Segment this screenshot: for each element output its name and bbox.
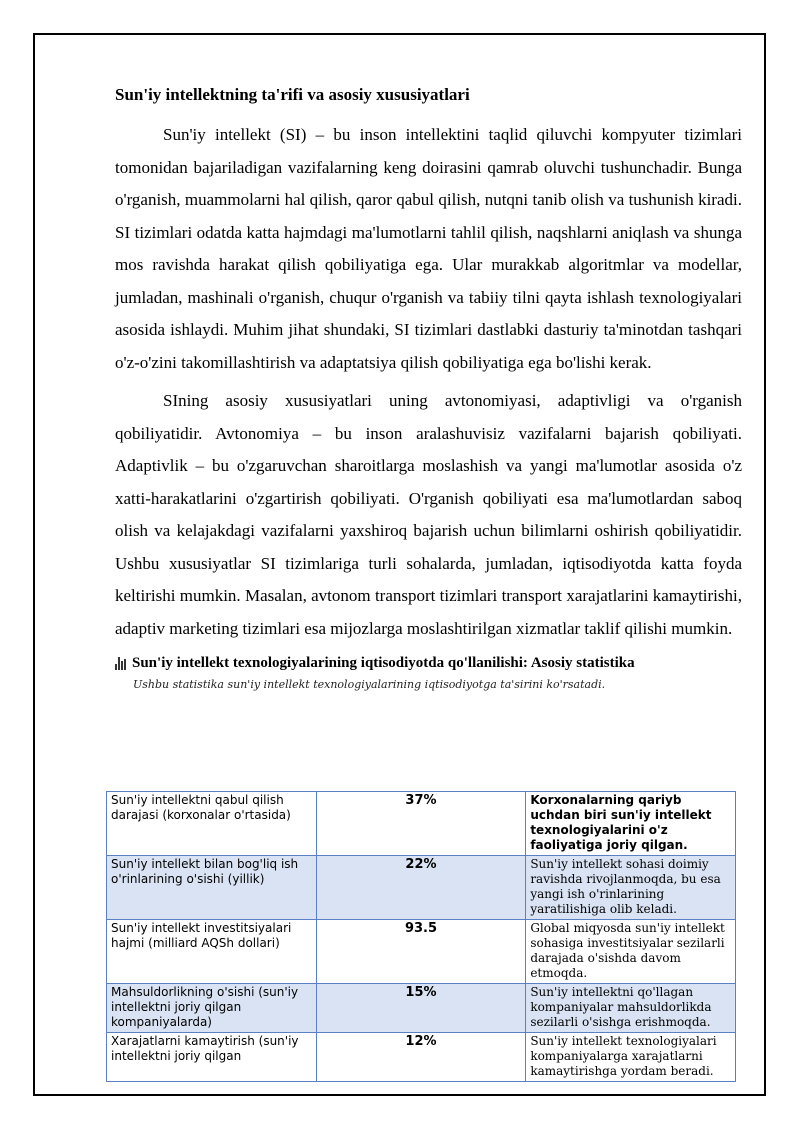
stats-heading bbox=[115, 655, 742, 672]
table-row bbox=[107, 1033, 736, 1082]
table-row bbox=[107, 984, 736, 1033]
row-value: 12% bbox=[316, 1033, 526, 1082]
table-row bbox=[107, 920, 736, 984]
row-value: 37% bbox=[316, 792, 526, 856]
row-note: Sun'iy intellekt sohasi doimiy ravishda rivojlanmoqda, bu esa yangi ish o'rinlarining yaratilishiga olib keladi. bbox=[526, 856, 736, 920]
row-label: Sun'iy intellektni qabul qilish darajasi (korxonalar o'rtasida) bbox=[107, 792, 317, 856]
row-label: Mahsuldorlikning o'sishi (sun'iy intellektni joriy qilgan kompaniyalarda) bbox=[107, 984, 317, 1033]
row-note: Korxonalarning qariyb uchdan biri sun'iy intellekt texnologiyalarini o'z faoliyatiga joriy qilgan. bbox=[526, 792, 736, 856]
row-label: Xarajatlarni kamaytirish (sun'iy intellektni joriy qilgan bbox=[107, 1033, 317, 1082]
row-note: Global miqyosda sun'iy intellekt sohasiga investitsiyalar sezilarli darajada o'sishda davom etmoqda. bbox=[526, 920, 736, 984]
paragraph-1: Sun'iy intellekt (SI) – bu inson intellektini taqlid qiluvchi kompyuter tizimlari tomonidan bajariladigan vazifalarning keng doirasini qamrab oluvchi tushunchadir. Bunga o'rganish, muammolarni hal qilish, qaror qabul qilish, nutqni tanib olish va tushunish kiradi. SI tizimlari odatda katta hajmdagi ma'lumotlarni tahlil qilish, naqshlarni aniqlash va shunga mos ravishda harakat qilish qobiliyatiga ega. Ular murakkab algoritmlar va modellar, jumladan, mashinali o'rganish, chuqur o'rganish va tabiiy tilni qayta ishlash texnologiyalari asosida ishlaydi. Muhim jihat shundaki, SI tizimlari dastlabki dasturiy ta'minotdan tashqari o'z-o'zini takomillashtirish va adaptatsiya qilish qobiliyatiga ega bo'lishi kerak. bbox=[115, 125, 742, 372]
row-note: Sun'iy intellekt texnologiyalari kompaniyalarga xarajatlarni kamaytirishga yordam beradi. bbox=[526, 1033, 736, 1082]
stats-heading-text: Sun'iy intellekt texnologiyalarining iqtisodiyotda qo'llanilishi: Asosiy statistika bbox=[132, 655, 635, 671]
row-value: 15% bbox=[316, 984, 526, 1033]
bar-chart-icon bbox=[115, 657, 126, 670]
row-value: 22% bbox=[316, 856, 526, 920]
stats-table bbox=[106, 791, 736, 1082]
row-label: Sun'iy intellekt investitsiyalari hajmi (milliard AQSh dollari) bbox=[107, 920, 317, 984]
table-row bbox=[107, 792, 736, 856]
table-row bbox=[107, 856, 736, 920]
stats-subheading: Ushbu statistika sun'iy intellekt texnologiyalarining iqtisodiyotga ta'sirini ko'rsatadi. bbox=[133, 678, 606, 691]
document-body bbox=[115, 85, 742, 697]
row-label: Sun'iy intellekt bilan bog'liq ish o'rinlarining o'sishi (yillik) bbox=[107, 856, 317, 920]
section-title: Sun'iy intellektning ta'rifi va asosiy xususiyatlari bbox=[115, 85, 470, 104]
paragraph-2: SIning asosiy xususiyatlari uning avtonomiyasi, adaptivligi va o'rganish qobiliyatidir. Avtonomiya – bu inson aralashuvisiz vazifalarni bajarish qobiliyati. Adaptivlik – bu o'zgaruvchan sharoitlarga moslashish va yangi ma'lumotlar asosida o'z xatti-harakatlarini o'zgartirish qobiliyati. O'rganish qobiliyati esa ma'lumotlardan saboq olish va kelajakdagi vazifalarni yaxshiroq bajarish uchun bilimlarni oshirish qobiliyatidir. Ushbu xususiyatlar SI tizimlariga turli sohalarda, jumladan, iqtisodiyotda katta foyda keltirishi mumkin. Masalan, avtonom transport tizimlari transport xarajatlarini kamaytirishi, adaptiv marketing tizimlari esa mijozlarga moslashtirilgan xizmatlar taklif qilishi mumkin. bbox=[115, 391, 742, 638]
row-note: Sun'iy intellektni qo'llagan kompaniyalar mahsuldorlikda sezilarli o'sishga erishmoqda. bbox=[526, 984, 736, 1033]
row-value: 93.5 bbox=[316, 920, 526, 984]
